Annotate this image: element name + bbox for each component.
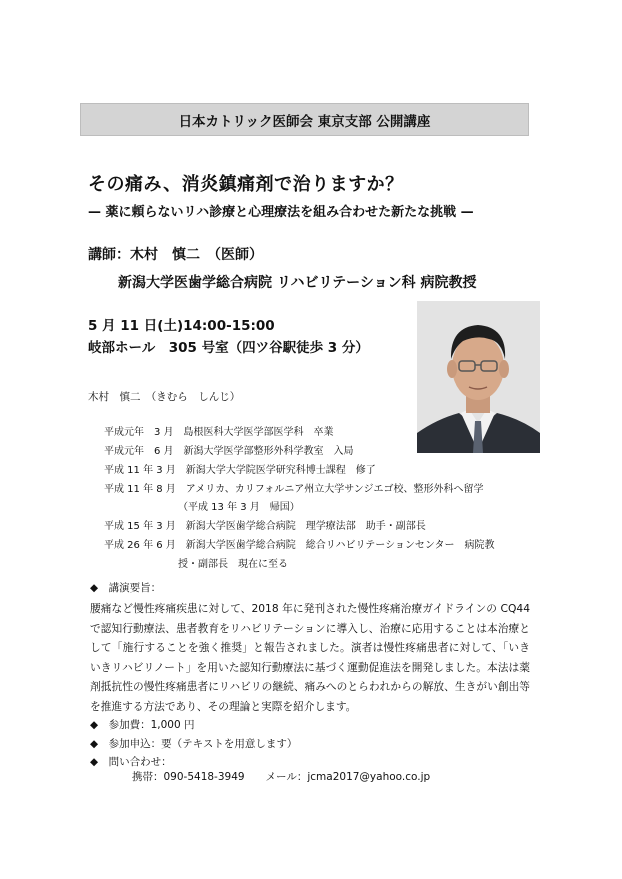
lecture-points-body: 腰痛など慢性疼痛疾患に対して、2018 年に発刊された慢性疼痛治療ガイドラインの CQ44 で認知行動療法、患者教育をリハビリテーションに導入し、治療に応用することは本治療として「施行することを強く推奨」と報告されました。演者は慢性疼痛患者に対して、「いきいきリハビリノート」を用いた認知行動療法に基づく運動促進法を開発しました。本法は薬剤抵抗性の慢性疼痛患者にリハビリの継続、痛みへのとらわれからの解放、生きがい創出等を推進する方法であり、その理論と実際を紹介します。 bbox=[90, 602, 530, 713]
application-line: ◆ 参加申込：要（テキストを用意します） bbox=[90, 738, 298, 750]
bio-history-item: 平成 11 年 3 月 新潟大学大学院医学研究科博士課程 修了 bbox=[104, 465, 376, 476]
lecture-venue: 岐部ホール 305 号室（四ツ谷駅徒歩 3 分） bbox=[88, 340, 369, 356]
header-banner bbox=[80, 103, 529, 136]
bio-history-item: 平成 15 年 3 月 新潟大学医歯学総合病院 理学療法部 助手・副部長 bbox=[104, 521, 426, 532]
lecturer-affiliation: 新潟大学医歯学総合病院 リハビリテーション科 病院教授 bbox=[118, 275, 477, 291]
lecture-title: その痛み、消炎鎮痛剤で治りますか？ bbox=[88, 174, 404, 195]
lecturer-line: 講師：木村 慎二 （医師） bbox=[88, 247, 263, 263]
lecturer-portrait-photo bbox=[417, 301, 540, 453]
bio-history-item: （平成 13 年 3 月 帰国） bbox=[178, 502, 300, 513]
lecture-datetime: 5 月 11 日(土)14:00-15:00 bbox=[88, 318, 275, 334]
lecture-subtitle: — 薬に頼らないリハ診療と心理療法を組み合わせた新たな挑戦 — bbox=[88, 205, 474, 220]
fee-line: ◆ 参加費：1,000 円 bbox=[90, 719, 195, 731]
portrait-illustration bbox=[417, 301, 540, 453]
contact-line: 携帯：090-5418-3949 メール：jcma2017@yahoo.co.jp bbox=[132, 771, 431, 783]
bio-history-item: 平成元年 3 月 島根医科大学医学部医学科 卒業 bbox=[104, 427, 334, 438]
header-title: 日本カトリック医師会 東京支部 公開講座 bbox=[178, 113, 431, 130]
bio-name: 木村 慎二 （きむら しんじ） bbox=[88, 391, 241, 403]
bio-history-item: 平成元年 6 月 新潟大学医学部整形外科学教室 入局 bbox=[104, 446, 354, 457]
lecture-points-heading: ◆ 講演要旨： bbox=[90, 582, 162, 594]
bio-history-item: 平成 26 年 6 月 新潟大学医歯学総合病院 総合リハビリテーションセンター 病院教 bbox=[104, 540, 495, 551]
inquiry-heading: ◆ 問い合わせ： bbox=[90, 756, 172, 768]
bio-history-item: 授・副部長 現在に至る bbox=[178, 559, 288, 570]
bio-history-item: 平成 11 年 8 月 アメリカ、カリフォルニア州立大学サンジエゴ校、整形外科へ留学 bbox=[104, 484, 484, 495]
